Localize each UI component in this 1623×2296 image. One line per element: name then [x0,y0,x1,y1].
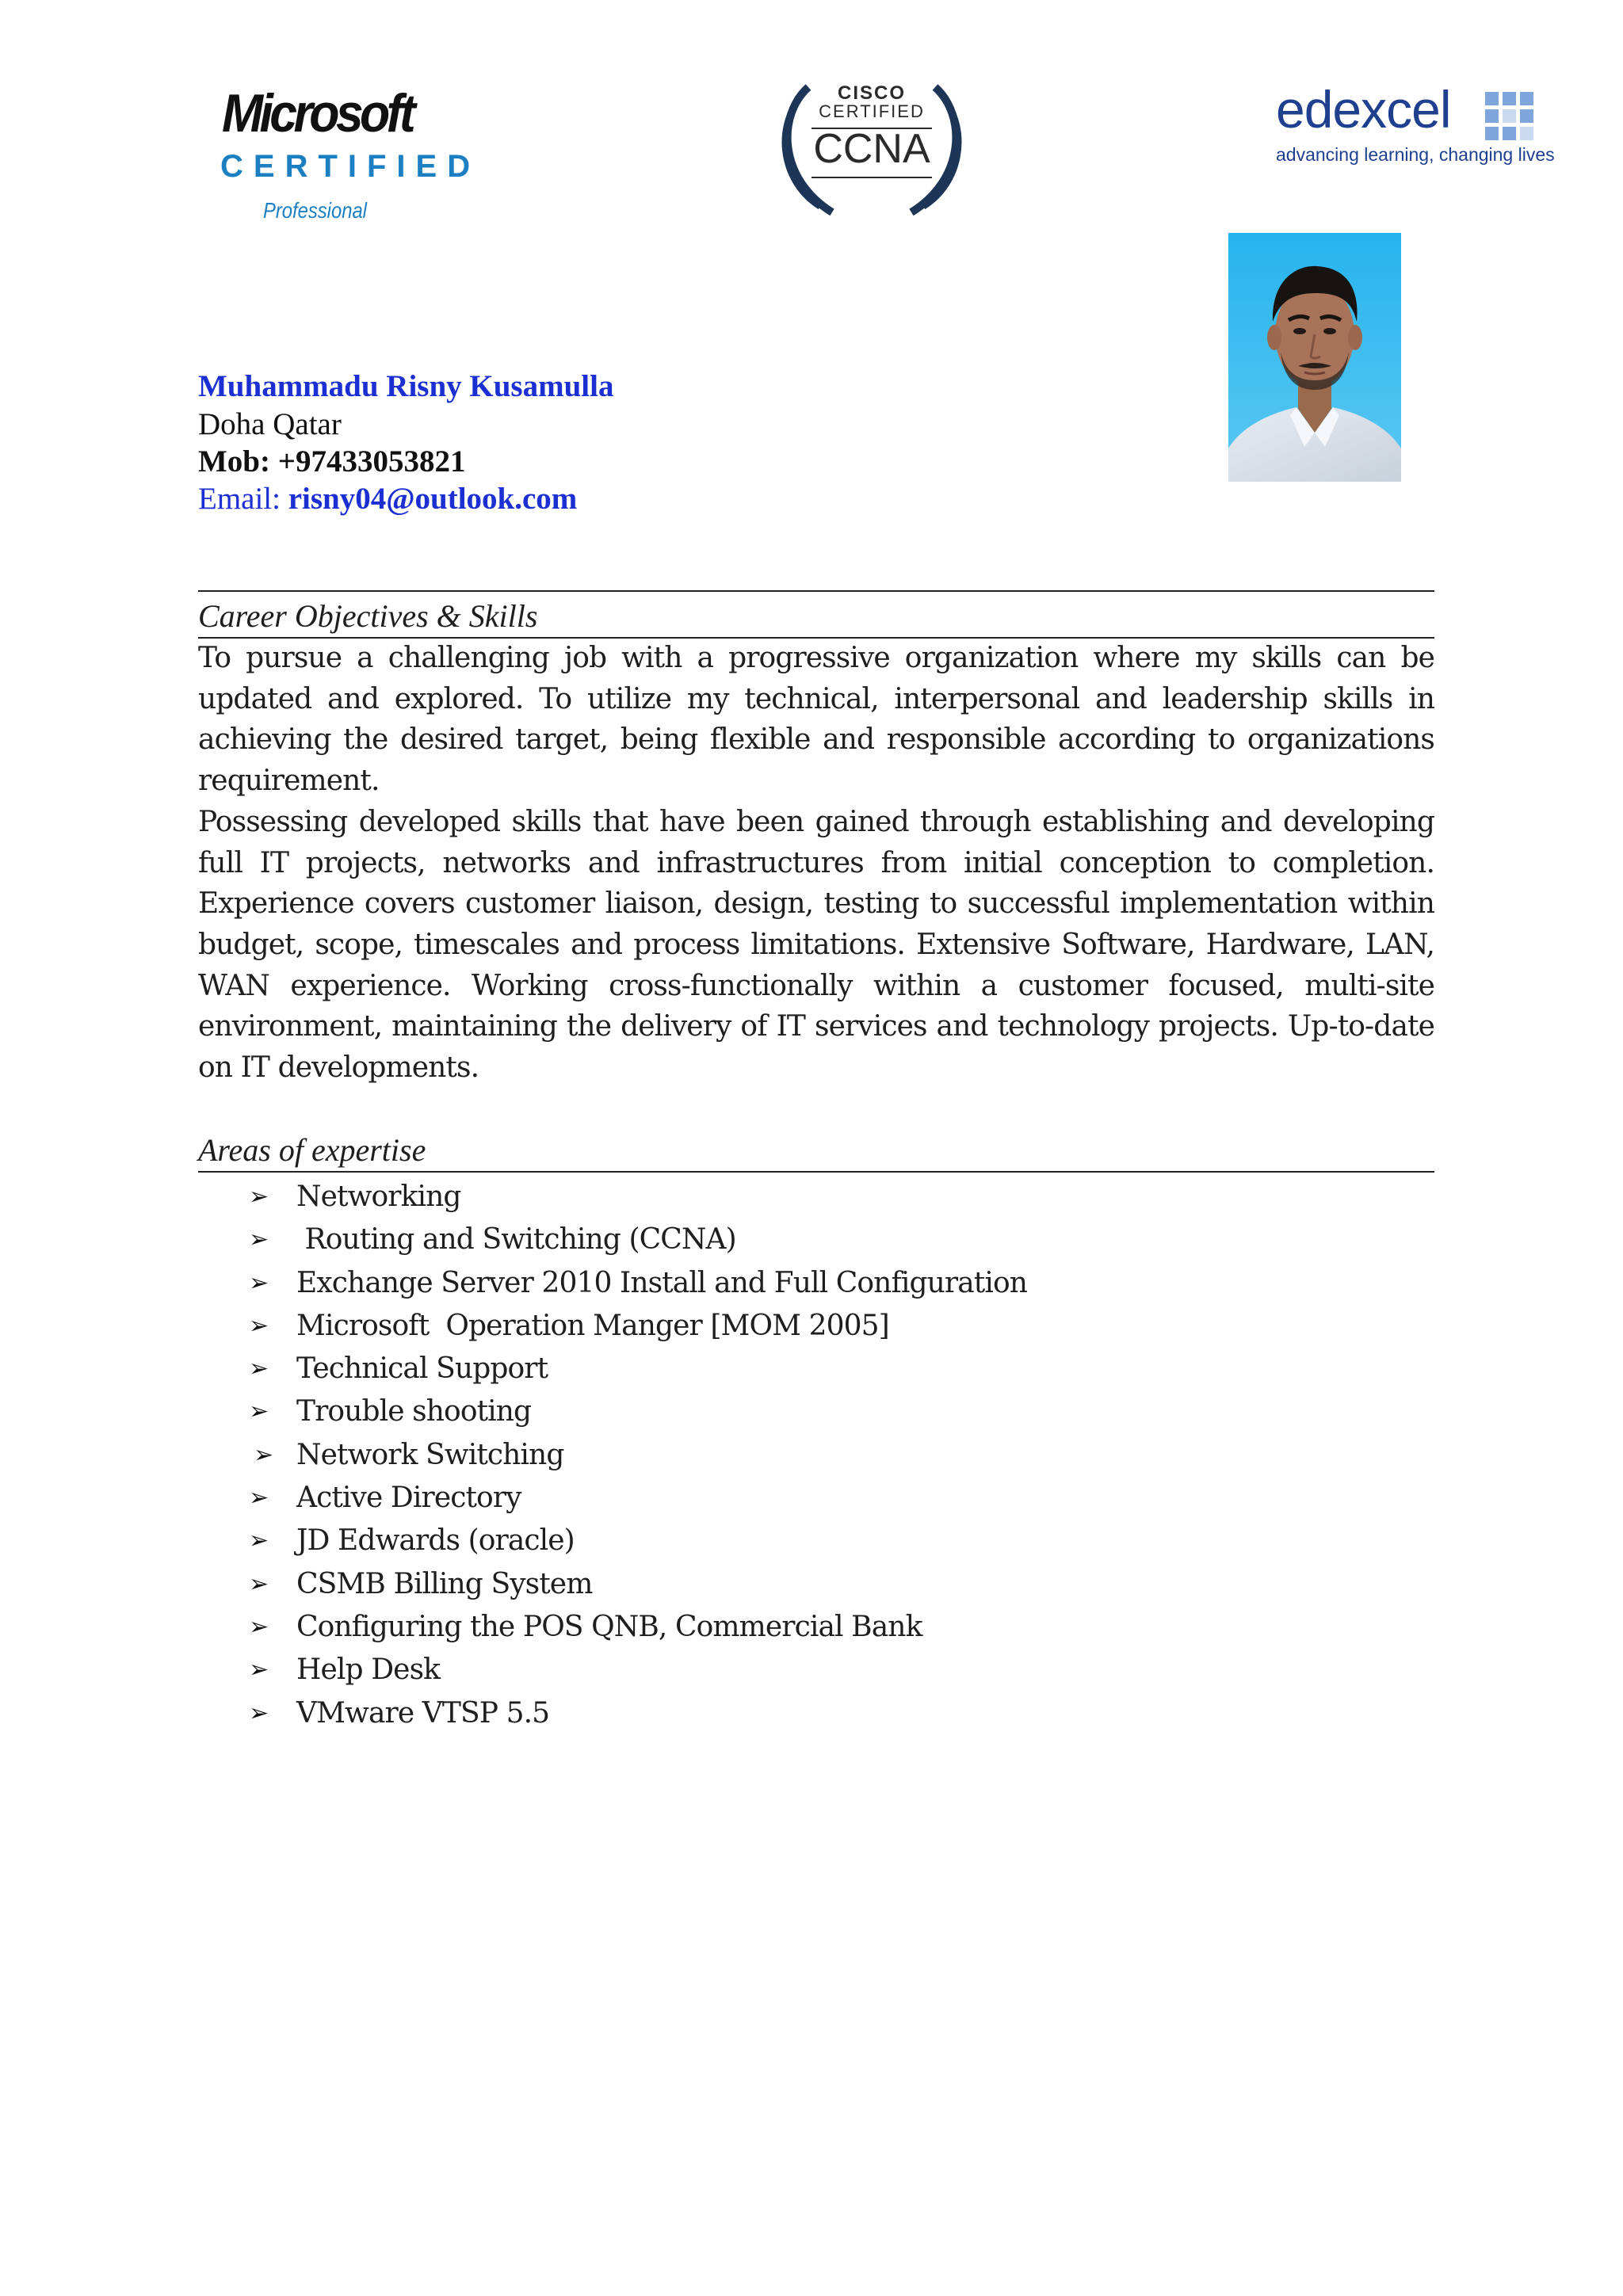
areas-of-expertise-heading: Areas of expertise [198,1132,426,1168]
cisco-brand-label: CISCO [837,82,906,104]
ccna-label: CCNA [813,126,930,172]
arrow-bullet-icon: ➢ [249,1398,269,1426]
arrow-bullet-icon: ➢ [249,1355,269,1383]
arrow-bullet-icon: ➢ [254,1440,273,1469]
career-paragraph-2: Possessing developed skills that have been gained through establishing and developing full IT projects, networks and infrastructures from initial conception to completion. Experience covers customer liaison, design, testing to successful implementation within budget, scope, timescales and process limitations. Extensive Software, Hardware, LAN, WAN experience. Working cross-functionally within a customer focused, multi-site environment, maintaining the delivery of IT services and technology projects. Up-to-date on IT developments. [198,805,1434,1085]
profile-photo [1228,233,1401,482]
edexcel-wordmark: edexcel [1276,80,1451,139]
section-divider-top [198,590,1434,592]
arrow-bullet-icon: ➢ [249,1612,269,1641]
edexcel-tagline: advancing learning, changing lives [1276,144,1555,165]
arrow-bullet-icon: ➢ [249,1311,269,1340]
cisco-certified-label: CERTIFIED [819,101,925,121]
career-paragraph-1: To pursue a challenging job with a progressive organization where my skills can be updated and explored. To utilize my technical, interpersonal and leadership skills in achieving the desired target, being flexible and responsible according to organizations requirement. [198,642,1434,798]
microsoft-certified-label: CERTIFIED [220,149,481,184]
candidate-name: Muhammadu Risny Kusamulla [198,369,614,403]
edexcel-grid-icon [1485,92,1536,143]
candidate-location: Doha Qatar [198,407,342,441]
arrow-bullet-icon: ➢ [249,1484,269,1512]
microsoft-certified-logo [212,76,481,235]
arrow-bullet-icon: ➢ [249,1699,269,1727]
arrow-bullet-icon: ➢ [249,1226,269,1254]
arrow-bullet-icon: ➢ [249,1183,269,1211]
microsoft-professional-label: Professional [263,198,367,223]
candidate-mobile: Mob: +97433053821 [198,444,466,479]
expertise-heading-underline [198,1171,1434,1173]
arrow-bullet-icon: ➢ [249,1569,269,1598]
email-link[interactable]: risny04@outlook.com [288,482,578,516]
cisco-ccna-logo [770,76,973,219]
career-objectives-body [198,638,1434,1089]
email-label: Email: [198,482,288,516]
arrow-bullet-icon: ➢ [249,1268,269,1297]
edexcel-logo [1273,80,1555,173]
career-objectives-heading: Career Objectives & Skills [198,598,538,634]
arrow-bullet-icon: ➢ [249,1656,269,1684]
microsoft-wordmark: Microsoft [222,83,413,143]
candidate-email-line [198,483,577,514]
arrow-bullet-icon: ➢ [249,1527,269,1555]
